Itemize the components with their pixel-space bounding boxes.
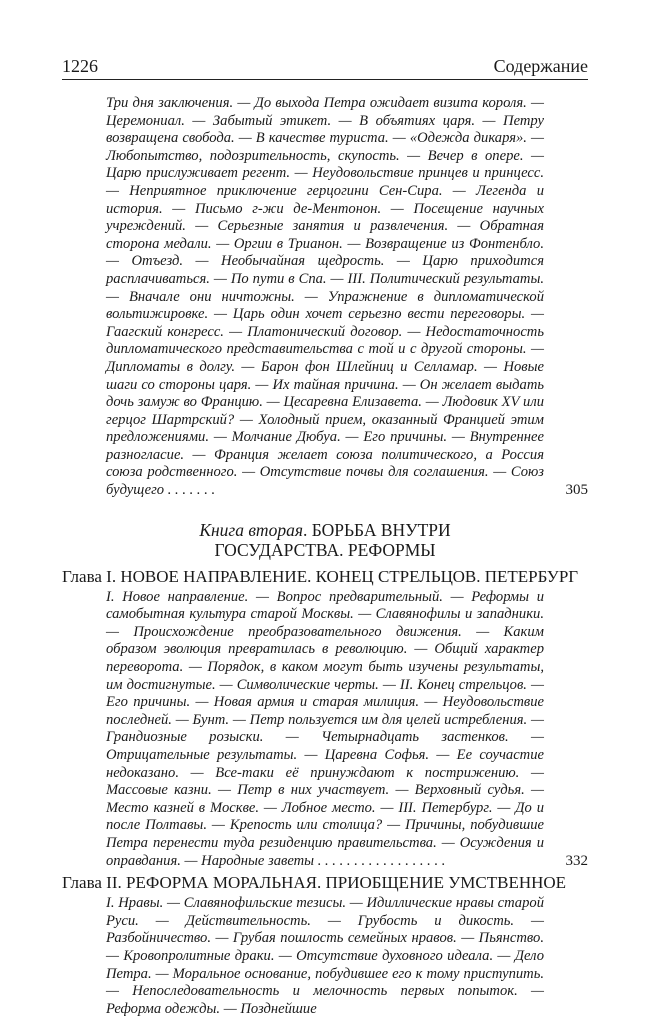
toc-entry <box>62 589 588 871</box>
header-rule <box>62 79 588 80</box>
chapter-heading: Глава II. РЕФОРМА МОРАЛЬНАЯ. ПРИОБЩЕНИЕ УМСТВЕННОЕ <box>62 873 567 893</box>
section-title: Содержание <box>493 56 588 76</box>
chapter-heading: Глава I. НОВОЕ НАПРАВЛЕНИЕ. КОНЕЦ СТРЕЛЬЦОВ. ПЕТЕРБУРГ <box>62 566 579 586</box>
page-number: 1226 <box>62 56 98 76</box>
entry-page-number: 305 <box>565 482 588 499</box>
entry-page-number: 332 <box>565 852 588 869</box>
book-heading <box>62 520 588 560</box>
book-label: Книга вторая <box>199 519 303 540</box>
entry-summary: I. Новое направление. — Вопрос предварительный. — Реформы и самобытная культура старой Москвы. — Славянофилы и западники. — Происхождение преобразовательного движения. — Каким образом эволюция превратилась в революцию. — Общий характер переворота. — Порядок, в каком могут быть изучены результаты, им достигнутые. — Символические черты. — II. Конец стрельцов. — Его причины. — Новая армия и старая милиция. — Неудовольствие последней. — Бунт. — Петр пользуется им для целей истребления. — Грандиозные розыски. — Четырнадцать застенков. — Отрицательные результаты. — Царевна Софья. — Ее соучастие недоказано. — Все-таки её принуждают к пострижению. — Массовые казни. — Петр в них участвует. — Верховный судья. — Место казней в Москве. — Лобное место. — III. Петербург. — До и после Полтавы. — Крепость или столица? — Причины, побудившие Петра перенести туда резиденцию правительства. — Осуждения и оправдания. — Народные заветы . . . . . . . . . . . . . . . . . . <box>106 588 544 869</box>
entry-summary: I. Нравы. — Славянофильские тезисы. — Идиллические нравы старой Руси. — Действительность. — Грубость и дикость. — Разбойничество. — Грубая пошлость семейных нравов. — Пьянство. — Кровопролитные драки. — Отсутствие духовного идеала. — Дело Петра. — Моральное основание, побудившее его к тому приступить. — Непоследовательность и мелочность первых попыток. — Реформа одежды. — Позднейшие <box>106 895 544 1017</box>
book-title-part1: . БОРЬБА ВНУТРИ <box>302 519 451 540</box>
entry-summary: Три дня заключения. — До выхода Петра ожидает визита короля. — Церемониал. — Забытый этикет. — В объятиях царя. — Петру возвращена свобода. — В качестве туриста. — «Одежда дикаря». — Любопытство, подозрительность, скупость. — Вечер в опере. — Царю прислуживает регент. — Неудовольствие принцев и принцесс. — Неприятное приключение герцогини Сен-Сира. — Легенда и история. — Письмо г-жи де-Ментонон. — Посещение научных учреждений. — Серьезные занятия и развлечения. — Обратная сторона медали. — Оргии в Трианон. — Возвращение из Фонтенбло. — Отъезд. — Необычайная щедрость. — Царю приходится расплачиваться. — По пути в Спа. — III. Политический результаты. — Вначале они ничтожны. — Упражнение в дипломатической вольтижировке. — Царь один хочет серьезно вести переговоры. — Гаагский конгресс. — Платонический договор. — Недостаточность дипломатического представительства с той и с другой стороны. — Дипломаты в долгу. — Барон фон Шлейниц и Селламар. — Новые шаги со стороны царя. — Их тайная причина. — Он желает выдать дочь замуж во Францию. — Цесаревна Елизавета. — Людовик XV или герцог Шартрский? — Холодный прием, оказанный Францией этим предложениями. — Молчание Дюбуа. — Его причины. — Внутреннее разногласие. — Франция желает союза политического, а Россия союза родственного. — Отсутствие почвы для соглашения. — Союз будущего . . . . . . . <box>106 95 544 499</box>
book-title-part2: ГОСУДАРСТВА. РЕФОРМЫ <box>214 539 436 560</box>
running-header <box>62 56 588 77</box>
toc-entry <box>62 95 588 500</box>
toc-content <box>62 95 588 1018</box>
